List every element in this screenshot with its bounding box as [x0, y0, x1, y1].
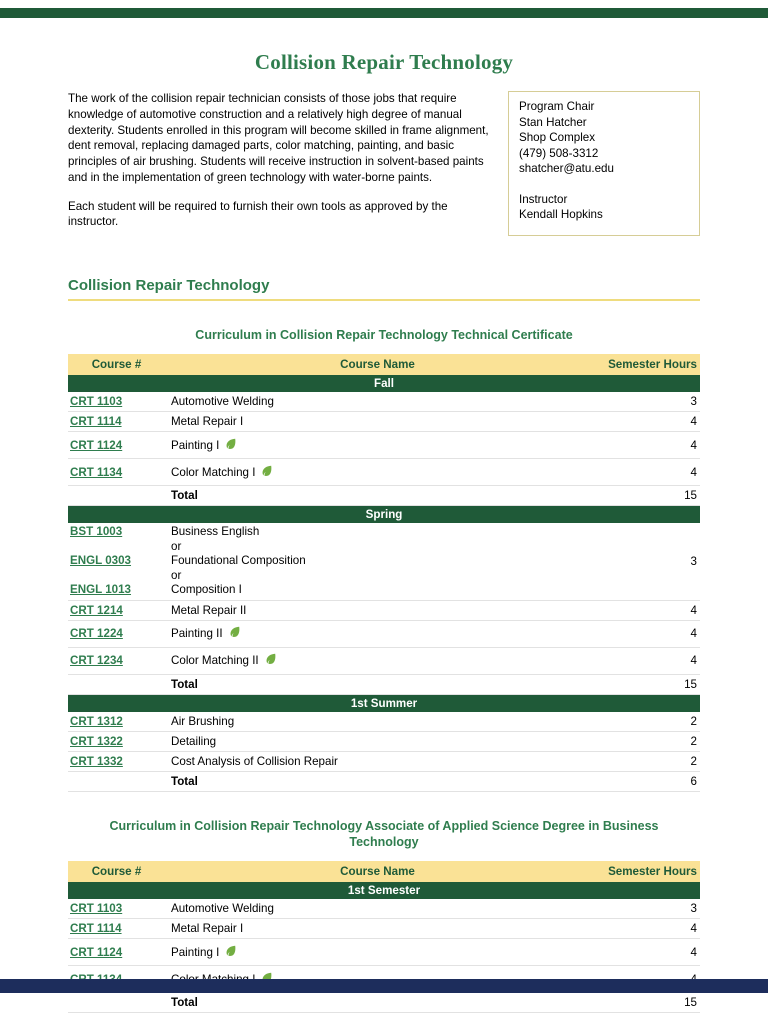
course-link[interactable]: CRT 1312	[70, 715, 123, 728]
course-link[interactable]: CRT 1114	[70, 922, 122, 935]
course-name-cell	[165, 523, 590, 600]
course-row	[68, 919, 700, 939]
course-number-cell	[68, 682, 165, 686]
course-name-text: Color Matching I	[171, 466, 255, 479]
course-number-line	[70, 540, 163, 555]
course-number-cell	[68, 753, 165, 770]
course-name-text: Painting I	[171, 439, 219, 452]
contact-phone: (479) 508-3312	[519, 146, 689, 162]
semester-hours-cell: 2	[590, 753, 700, 770]
course-name-text: Detailing	[171, 735, 216, 748]
course-link[interactable]: CRT 1322	[70, 735, 123, 748]
semester-hours-cell: 4	[590, 464, 700, 481]
course-number-cell	[68, 733, 165, 750]
course-row	[68, 601, 700, 621]
semester-hours-cell: 15	[590, 676, 700, 693]
course-name-line: Composition I	[171, 583, 584, 598]
semester-hours-cell: 4	[590, 920, 700, 937]
course-name-cell	[165, 393, 590, 410]
technical-certificate-table	[68, 327, 700, 791]
semester-hours-cell: 4	[590, 652, 700, 669]
course-name-cell	[165, 464, 590, 481]
course-row	[68, 899, 700, 919]
course-link[interactable]: CRT 1124	[70, 946, 122, 959]
semester-hours-cell: 2	[590, 733, 700, 750]
course-name-line: Business English	[171, 525, 584, 540]
course-name-text: Metal Repair II	[171, 604, 246, 617]
course-name-cell	[165, 994, 590, 1011]
course-name-cell	[165, 437, 590, 454]
course-name-cell	[165, 733, 590, 750]
course-row	[68, 392, 700, 412]
course-link[interactable]: BST 1003	[70, 525, 122, 538]
course-number-cell	[68, 437, 165, 454]
total-row	[68, 675, 700, 695]
course-number-cell	[68, 494, 165, 498]
section-heading: Collision Repair Technology	[68, 277, 700, 301]
course-name-text: Color Matching II	[171, 654, 259, 667]
table-title: Curriculum in Collision Repair Technology Associate of Applied Science Degree in Business Technology	[108, 818, 660, 852]
total-row	[68, 772, 700, 792]
semester-hours-cell: 15	[590, 487, 700, 504]
course-number-cell	[68, 413, 165, 430]
semester-hours-cell: 4	[590, 413, 700, 430]
green-leaf-icon	[224, 437, 237, 450]
course-name-cell	[165, 413, 590, 430]
intro-paragraph-2: Each student will be required to furnish their own tools as approved by the instructor.	[68, 199, 496, 231]
course-name-line: or	[171, 540, 584, 555]
green-leaf-icon	[264, 652, 277, 665]
course-name-text: Metal Repair I	[171, 922, 243, 935]
contact-spacer	[519, 177, 689, 192]
course-name-cell	[165, 625, 590, 642]
course-name-text: Automotive Welding	[171, 395, 274, 408]
course-name-cell	[165, 652, 590, 669]
contact-instructor-name: Kendall Hopkins	[519, 207, 689, 223]
semester-hours-cell: 3	[590, 900, 700, 917]
course-link[interactable]: CRT 1224	[70, 627, 123, 640]
course-name-cell	[165, 676, 590, 693]
course-name-text: Cost Analysis of Collision Repair	[171, 755, 338, 768]
course-name-line: or	[171, 569, 584, 584]
course-name-text: Painting II	[171, 627, 223, 640]
contact-chair-name: Stan Hatcher	[519, 115, 689, 131]
course-row	[68, 432, 700, 459]
term-band: 1st Semester	[68, 882, 700, 899]
total-label: Total	[171, 996, 198, 1009]
course-name-cell	[165, 713, 590, 730]
course-row	[68, 732, 700, 752]
course-number-cell	[68, 464, 165, 481]
course-link[interactable]: CRT 1332	[70, 755, 123, 768]
semester-hours-cell: 4	[590, 625, 700, 642]
table-title: Curriculum in Collision Repair Technology Technical Certificate	[108, 327, 660, 344]
contact-role-label: Program Chair	[519, 99, 689, 115]
course-row	[68, 459, 700, 486]
course-number-cell	[68, 652, 165, 669]
semester-hours-cell: 15	[590, 994, 700, 1011]
total-label: Total	[171, 489, 198, 502]
total-label: Total	[171, 775, 198, 788]
semester-hours-cell: 4	[590, 437, 700, 454]
course-number-line	[70, 525, 163, 540]
course-name-cell	[165, 920, 590, 937]
course-number-cell	[68, 920, 165, 937]
course-name-text: Air Brushing	[171, 715, 234, 728]
intro-paragraph-1: The work of the collision repair technician consists of those jobs that require knowledge of automotive construction and a relatively high degree of manual dexterity. Students enrolled in this program will become skilled in frame alignment, dent removal, replacing damaged parts, color matching, painting, and basic principles of air brushing. Students will receive instruction in solvent-based paints and in the implementation of green technology with water-borne paints.	[68, 91, 496, 186]
course-number-line	[70, 569, 163, 584]
semester-hours-cell: 4	[590, 602, 700, 619]
green-leaf-icon	[228, 625, 241, 638]
course-number-cell	[68, 900, 165, 917]
course-name-text: Automotive Welding	[171, 902, 274, 915]
course-name-cell	[165, 487, 590, 504]
total-row	[68, 486, 700, 506]
course-number-cell	[68, 779, 165, 783]
term-band: 1st Summer	[68, 695, 700, 712]
course-name-cell	[165, 944, 590, 961]
total-row	[68, 993, 700, 1013]
column-header-name: Course Name	[165, 354, 590, 375]
table-header-row	[68, 354, 700, 375]
course-link[interactable]: CRT 1134	[70, 466, 122, 479]
semester-hours-cell: 4	[590, 944, 700, 961]
course-number-cell	[68, 713, 165, 730]
course-number-cell	[68, 944, 165, 961]
column-header-hours: Semester Hours	[590, 861, 700, 882]
course-link[interactable]: CRT 1103	[70, 902, 122, 915]
course-name-text: Metal Repair I	[171, 415, 243, 428]
course-name-cell	[165, 773, 590, 790]
term-band: Fall	[68, 375, 700, 392]
course-row	[68, 712, 700, 732]
course-name-cell	[165, 900, 590, 917]
column-header-hours: Semester Hours	[590, 354, 700, 375]
intro-text	[68, 91, 496, 243]
course-link[interactable]: ENGL 1013	[70, 583, 131, 596]
course-link[interactable]: CRT 1234	[70, 654, 123, 667]
intro-section	[68, 91, 700, 243]
green-leaf-icon	[224, 944, 237, 957]
contact-instructor-label: Instructor	[519, 192, 689, 208]
table-header-row	[68, 861, 700, 882]
course-row	[68, 412, 700, 432]
course-number-cell	[68, 625, 165, 642]
green-leaf-icon	[260, 464, 273, 477]
column-header-course: Course #	[68, 861, 165, 882]
course-link[interactable]: CRT 1114	[70, 415, 122, 428]
term-band: Spring	[68, 506, 700, 523]
page-title: Collision Repair Technology	[68, 50, 700, 75]
semester-hours-cell: 3	[590, 553, 700, 570]
course-number-cell	[68, 1001, 165, 1005]
course-number-cell	[68, 393, 165, 410]
column-header-course: Course #	[68, 354, 165, 375]
course-number-cell	[68, 602, 165, 619]
page-content	[68, 18, 700, 1013]
course-link[interactable]: CRT 1103	[70, 395, 122, 408]
contact-location: Shop Complex	[519, 130, 689, 146]
bottom-accent-bar	[0, 979, 768, 993]
course-name-text: Painting I	[171, 946, 219, 959]
course-name-line: Foundational Composition	[171, 554, 584, 569]
program-contact-box	[508, 91, 700, 236]
total-label: Total	[171, 678, 198, 691]
semester-hours-cell: 6	[590, 773, 700, 790]
course-link[interactable]: ENGL 0303	[70, 554, 131, 567]
top-accent-bar	[0, 8, 768, 18]
semester-hours-cell: 3	[590, 393, 700, 410]
course-row	[68, 648, 700, 675]
course-name-cell	[165, 753, 590, 770]
course-name-cell	[165, 602, 590, 619]
course-number-line	[70, 554, 163, 569]
semester-hours-cell: 2	[590, 713, 700, 730]
course-number-line	[70, 583, 163, 598]
contact-email: shatcher@atu.edu	[519, 161, 689, 177]
course-link[interactable]: CRT 1124	[70, 439, 122, 452]
course-row	[68, 939, 700, 966]
course-row	[68, 752, 700, 772]
course-row	[68, 621, 700, 648]
course-link[interactable]: CRT 1214	[70, 604, 123, 617]
course-number-cell	[68, 523, 165, 600]
course-options-row	[68, 523, 700, 601]
column-header-name: Course Name	[165, 861, 590, 882]
